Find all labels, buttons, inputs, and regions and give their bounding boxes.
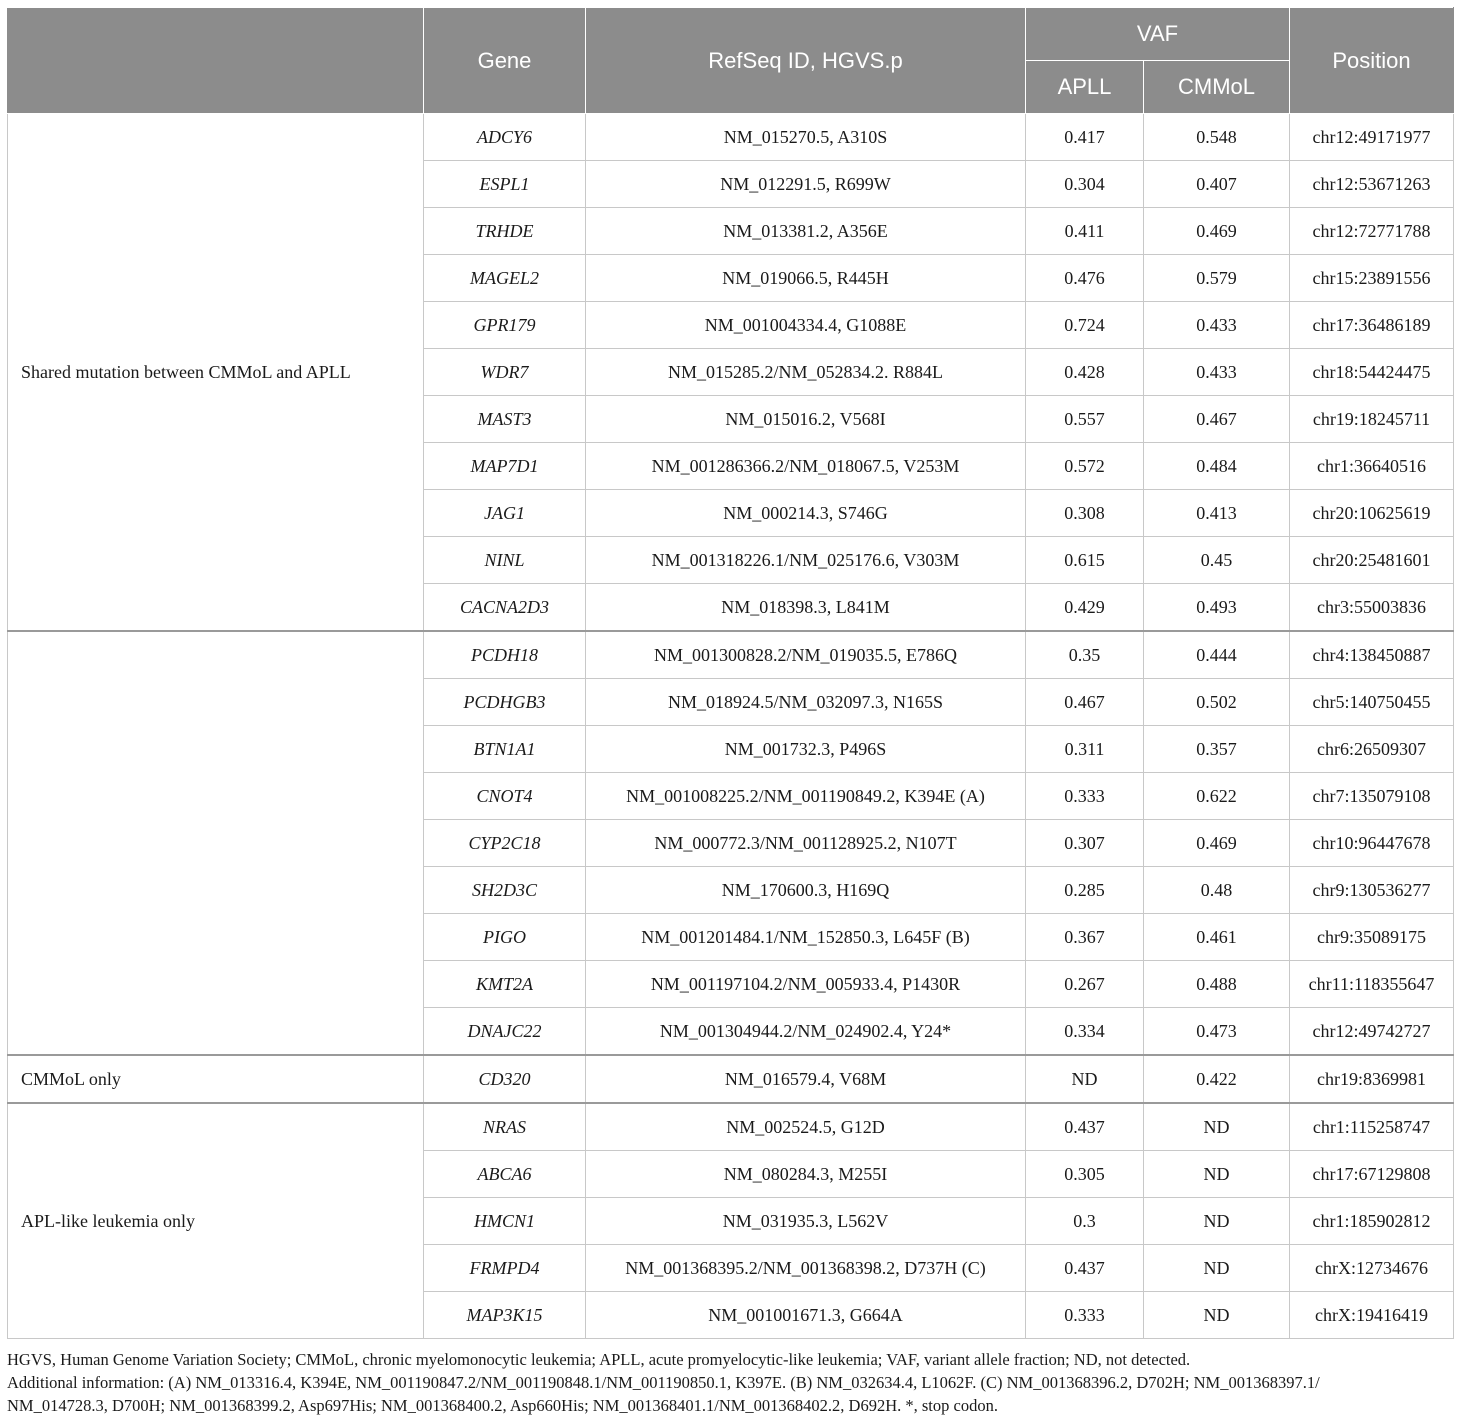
vaf-cmmol-cell: 0.407 xyxy=(1144,161,1290,208)
refseq-cell: NM_002524.5, G12D xyxy=(586,1103,1026,1151)
vaf-cmmol-cell: 0.433 xyxy=(1144,302,1290,349)
vaf-cmmol-cell: 0.357 xyxy=(1144,726,1290,773)
refseq-cell: NM_013381.2, A356E xyxy=(586,208,1026,255)
table-container xyxy=(7,7,1453,1417)
refseq-cell: NM_000214.3, S746G xyxy=(586,490,1026,537)
vaf-apll-cell: 0.3 xyxy=(1026,1198,1144,1245)
refseq-cell: NM_001286366.2/NM_018067.5, V253M xyxy=(586,443,1026,490)
position-cell: chr1:115258747 xyxy=(1290,1103,1454,1151)
position-cell: chr17:36486189 xyxy=(1290,302,1454,349)
gene-cell: PCDHGB3 xyxy=(424,679,586,726)
group-label: CMMoL only xyxy=(8,1055,424,1103)
vaf-apll-cell: 0.572 xyxy=(1026,443,1144,490)
position-cell: chr1:185902812 xyxy=(1290,1198,1454,1245)
position-cell: chr15:23891556 xyxy=(1290,255,1454,302)
vaf-apll-cell: 0.267 xyxy=(1026,961,1144,1008)
refseq-cell: NM_031935.3, L562V xyxy=(586,1198,1026,1245)
vaf-cmmol-cell: ND xyxy=(1144,1151,1290,1198)
vaf-cmmol-cell: 0.469 xyxy=(1144,208,1290,255)
gene-cell: JAG1 xyxy=(424,490,586,537)
vaf-cmmol-cell: 0.433 xyxy=(1144,349,1290,396)
vaf-apll-cell: 0.304 xyxy=(1026,161,1144,208)
table-row xyxy=(8,114,1454,161)
position-cell: chr9:35089175 xyxy=(1290,914,1454,961)
position-cell: chr19:18245711 xyxy=(1290,396,1454,443)
vaf-apll-cell: 0.333 xyxy=(1026,1292,1144,1339)
position-cell: chrX:12734676 xyxy=(1290,1245,1454,1292)
gene-cell: ADCY6 xyxy=(424,114,586,161)
gene-cell: MAP7D1 xyxy=(424,443,586,490)
gene-cell: NINL xyxy=(424,537,586,584)
gene-cell: ABCA6 xyxy=(424,1151,586,1198)
gene-cell: MAST3 xyxy=(424,396,586,443)
table-row xyxy=(8,1103,1454,1151)
refseq-cell: NM_015285.2/NM_052834.2. R884L xyxy=(586,349,1026,396)
group-label xyxy=(8,631,424,1055)
vaf-apll-cell: 0.333 xyxy=(1026,773,1144,820)
vaf-cmmol-cell: 0.467 xyxy=(1144,396,1290,443)
vaf-cmmol-cell: ND xyxy=(1144,1245,1290,1292)
gene-cell: NRAS xyxy=(424,1103,586,1151)
gene-cell: MAP3K15 xyxy=(424,1292,586,1339)
vaf-apll-cell: ND xyxy=(1026,1055,1144,1103)
position-cell: chr17:67129808 xyxy=(1290,1151,1454,1198)
refseq-cell: NM_001304944.2/NM_024902.4, Y24* xyxy=(586,1008,1026,1056)
gene-cell: DNAJC22 xyxy=(424,1008,586,1056)
refseq-cell: NM_015270.5, A310S xyxy=(586,114,1026,161)
vaf-apll-cell: 0.429 xyxy=(1026,584,1144,632)
vaf-cmmol-cell: ND xyxy=(1144,1198,1290,1245)
vaf-apll-cell: 0.285 xyxy=(1026,867,1144,914)
vaf-apll-cell: 0.334 xyxy=(1026,1008,1144,1056)
group-label: APL-like leukemia only xyxy=(8,1103,424,1339)
refseq-cell: NM_016579.4, V68M xyxy=(586,1055,1026,1103)
gene-cell: CYP2C18 xyxy=(424,820,586,867)
gene-cell: BTN1A1 xyxy=(424,726,586,773)
gene-cell: CACNA2D3 xyxy=(424,584,586,632)
vaf-apll-cell: 0.437 xyxy=(1026,1103,1144,1151)
refseq-cell: NM_001318226.1/NM_025176.6, V303M xyxy=(586,537,1026,584)
vaf-cmmol-cell: 0.444 xyxy=(1144,631,1290,679)
gene-cell: MAGEL2 xyxy=(424,255,586,302)
refseq-cell: NM_001197104.2/NM_005933.4, P1430R xyxy=(586,961,1026,1008)
position-cell: chr5:140750455 xyxy=(1290,679,1454,726)
gene-cell: HMCN1 xyxy=(424,1198,586,1245)
position-cell: chrX:19416419 xyxy=(1290,1292,1454,1339)
gene-cell: TRHDE xyxy=(424,208,586,255)
vaf-cmmol-cell: 0.502 xyxy=(1144,679,1290,726)
refseq-cell: NM_001300828.2/NM_019035.5, E786Q xyxy=(586,631,1026,679)
position-cell: chr6:26509307 xyxy=(1290,726,1454,773)
gene-cell: SH2D3C xyxy=(424,867,586,914)
vaf-apll-cell: 0.428 xyxy=(1026,349,1144,396)
gene-cell: PIGO xyxy=(424,914,586,961)
footnote-additional-info-line-2: NM_014728.3, D700H; NM_001368399.2, Asp697His; NM_001368400.2, Asp660His; NM_001368401.1/NM_001368402.2, D692H. *, stop codon. xyxy=(7,1396,998,1415)
gene-cell: GPR179 xyxy=(424,302,586,349)
position-cell: chr3:55003836 xyxy=(1290,584,1454,632)
vaf-cmmol-cell: 0.579 xyxy=(1144,255,1290,302)
footnote-abbreviations: HGVS, Human Genome Variation Society; CMMoL, chronic myelomonocytic leukemia; APLL, acute promyelocytic-like leukemia; VAF, variant allele fraction; ND, not detected. xyxy=(7,1350,1191,1369)
position-cell: chr12:49742727 xyxy=(1290,1008,1454,1056)
gene-cell: ESPL1 xyxy=(424,161,586,208)
table-row xyxy=(8,631,1454,679)
header-position: Position xyxy=(1290,8,1454,114)
position-cell: chr12:72771788 xyxy=(1290,208,1454,255)
refseq-cell: NM_019066.5, R445H xyxy=(586,255,1026,302)
gene-cell: CD320 xyxy=(424,1055,586,1103)
vaf-apll-cell: 0.35 xyxy=(1026,631,1144,679)
position-cell: chr19:8369981 xyxy=(1290,1055,1454,1103)
vaf-cmmol-cell: 0.473 xyxy=(1144,1008,1290,1056)
vaf-cmmol-cell: 0.484 xyxy=(1144,443,1290,490)
mutation-table xyxy=(7,7,1454,1339)
vaf-apll-cell: 0.615 xyxy=(1026,537,1144,584)
refseq-cell: NM_012291.5, R699W xyxy=(586,161,1026,208)
vaf-cmmol-cell: ND xyxy=(1144,1103,1290,1151)
vaf-cmmol-cell: 0.548 xyxy=(1144,114,1290,161)
vaf-cmmol-cell: 0.413 xyxy=(1144,490,1290,537)
vaf-apll-cell: 0.308 xyxy=(1026,490,1144,537)
vaf-cmmol-cell: 0.422 xyxy=(1144,1055,1290,1103)
header-vaf: VAF xyxy=(1026,8,1290,61)
vaf-apll-cell: 0.557 xyxy=(1026,396,1144,443)
refseq-cell: NM_001004334.4, G1088E xyxy=(586,302,1026,349)
position-cell: chr12:53671263 xyxy=(1290,161,1454,208)
vaf-apll-cell: 0.417 xyxy=(1026,114,1144,161)
refseq-cell: NM_000772.3/NM_001128925.2, N107T xyxy=(586,820,1026,867)
vaf-cmmol-cell: 0.488 xyxy=(1144,961,1290,1008)
refseq-cell: NM_001368395.2/NM_001368398.2, D737H (C) xyxy=(586,1245,1026,1292)
header-refseq: RefSeq ID, HGVS.p xyxy=(586,8,1026,114)
refseq-cell: NM_170600.3, H169Q xyxy=(586,867,1026,914)
vaf-cmmol-cell: ND xyxy=(1144,1292,1290,1339)
refseq-cell: NM_018924.5/NM_032097.3, N165S xyxy=(586,679,1026,726)
table-row xyxy=(8,1055,1454,1103)
vaf-apll-cell: 0.411 xyxy=(1026,208,1144,255)
refseq-cell: NM_001008225.2/NM_001190849.2, K394E (A) xyxy=(586,773,1026,820)
gene-cell: PCDH18 xyxy=(424,631,586,679)
table-body xyxy=(8,114,1454,1339)
refseq-cell: NM_001201484.1/NM_152850.3, L645F (B) xyxy=(586,914,1026,961)
vaf-apll-cell: 0.311 xyxy=(1026,726,1144,773)
vaf-cmmol-cell: 0.622 xyxy=(1144,773,1290,820)
refseq-cell: NM_080284.3, M255I xyxy=(586,1151,1026,1198)
table-footnotes xyxy=(7,1348,1453,1417)
position-cell: chr12:49171977 xyxy=(1290,114,1454,161)
position-cell: chr18:54424475 xyxy=(1290,349,1454,396)
vaf-cmmol-cell: 0.461 xyxy=(1144,914,1290,961)
refseq-cell: NM_015016.2, V568I xyxy=(586,396,1026,443)
refseq-cell: NM_001001671.3, G664A xyxy=(586,1292,1026,1339)
footnote-additional-info-line-1: Additional information: (A) NM_013316.4, K394E, NM_001190847.2/NM_001190848.1/NM_001190850.1, K397E. (B) NM_032634.4, L1062F. (C) NM_001368396.2, D702H; NM_001368397.1/ xyxy=(7,1373,1320,1392)
position-cell: chr20:25481601 xyxy=(1290,537,1454,584)
vaf-apll-cell: 0.437 xyxy=(1026,1245,1144,1292)
position-cell: chr7:135079108 xyxy=(1290,773,1454,820)
position-cell: chr10:96447678 xyxy=(1290,820,1454,867)
position-cell: chr11:118355647 xyxy=(1290,961,1454,1008)
vaf-apll-cell: 0.724 xyxy=(1026,302,1144,349)
vaf-cmmol-cell: 0.45 xyxy=(1144,537,1290,584)
refseq-cell: NM_001732.3, P496S xyxy=(586,726,1026,773)
vaf-cmmol-cell: 0.48 xyxy=(1144,867,1290,914)
group-label: Shared mutation between CMMoL and APLL xyxy=(8,114,424,632)
position-cell: chr20:10625619 xyxy=(1290,490,1454,537)
position-cell: chr4:138450887 xyxy=(1290,631,1454,679)
vaf-apll-cell: 0.305 xyxy=(1026,1151,1144,1198)
table-header xyxy=(8,8,1454,114)
gene-cell: FRMPD4 xyxy=(424,1245,586,1292)
gene-cell: KMT2A xyxy=(424,961,586,1008)
gene-cell: WDR7 xyxy=(424,349,586,396)
vaf-cmmol-cell: 0.493 xyxy=(1144,584,1290,632)
vaf-cmmol-cell: 0.469 xyxy=(1144,820,1290,867)
header-cmmol: CMMoL xyxy=(1144,61,1290,114)
refseq-cell: NM_018398.3, L841M xyxy=(586,584,1026,632)
gene-cell: CNOT4 xyxy=(424,773,586,820)
vaf-apll-cell: 0.467 xyxy=(1026,679,1144,726)
header-apll: APLL xyxy=(1026,61,1144,114)
position-cell: chr1:36640516 xyxy=(1290,443,1454,490)
vaf-apll-cell: 0.307 xyxy=(1026,820,1144,867)
vaf-apll-cell: 0.476 xyxy=(1026,255,1144,302)
position-cell: chr9:130536277 xyxy=(1290,867,1454,914)
header-group-cell xyxy=(8,8,424,114)
vaf-apll-cell: 0.367 xyxy=(1026,914,1144,961)
header-gene: Gene xyxy=(424,8,586,114)
